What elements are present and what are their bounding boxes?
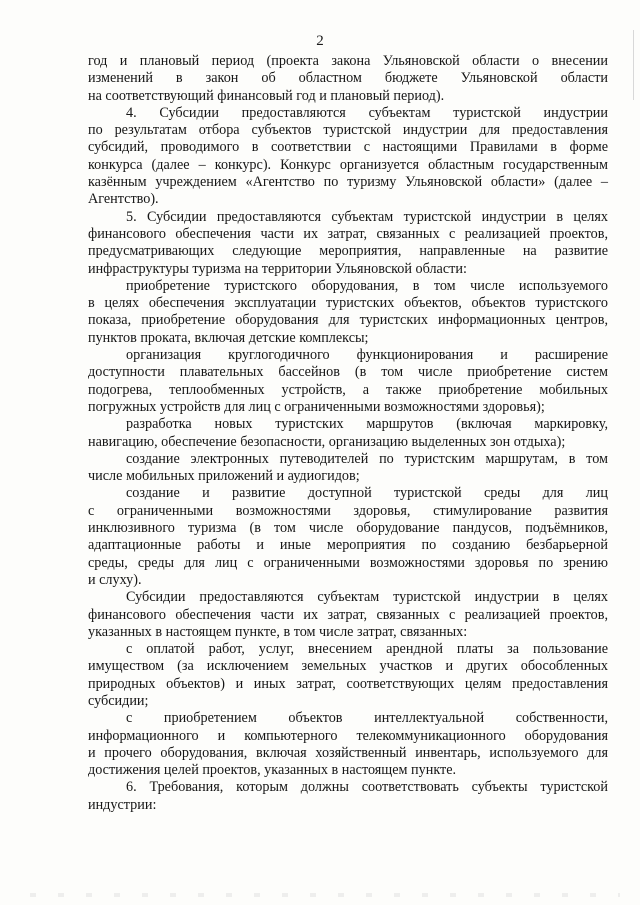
text-line: навигацию, обеспечение безопасности, организацию выделенных зон отдыха); xyxy=(88,433,566,450)
text-line: изменений в закон об областном бюджете Ульяновской области xyxy=(88,70,608,87)
text-line: подогрева, теплообменных устройств, а также приобретение мобильных xyxy=(88,381,608,398)
text-line: конкурса (далее – конкурс). Конкурс организуется областным государственным xyxy=(88,156,608,173)
text-line: создание и развитие доступной туристской среды для лиц xyxy=(126,485,608,502)
text-line: субсидии; xyxy=(88,692,149,709)
text-line: среды, среды для лиц с ограниченными возможностями здоровья по зрению xyxy=(88,554,608,571)
text-line: пунктов проката, включая детские комплексы; xyxy=(88,329,369,346)
text-line: 4. Субсидии предоставляются субъектам туристской индустрии xyxy=(126,104,608,121)
text-line: природных объектов) и иных затрат, соответствующих целям предоставления xyxy=(88,675,608,692)
text-line: с приобретением объектов интеллектуальной собственности, xyxy=(126,710,608,727)
text-line: имуществом (за исключением земельных участков и других обособленных xyxy=(88,658,608,675)
text-line: числе мобильных приложений и аудиогидов; xyxy=(88,468,360,485)
document-body xyxy=(88,53,608,814)
text-line: организация круглогодичного функционирования и расширение xyxy=(126,347,608,364)
text-line: указанных в настоящем пункте, в том числе затрат, связанных: xyxy=(88,623,468,640)
text-line: и прочего оборудования, включая хозяйственный инвентарь, используемого для xyxy=(88,744,608,761)
scan-artifact xyxy=(30,893,620,897)
text-line: предусматривающих следующие мероприятия, направленные на развитие xyxy=(88,243,608,260)
text-line: финансового обеспечения части их затрат, связанных с реализацией проектов, xyxy=(88,225,608,242)
text-line: на соответствующий финансовый год и плановый период). xyxy=(88,87,445,104)
text-line: с ограниченными возможностями здоровья, стимулирование развития xyxy=(88,502,608,519)
text-line: и слуху). xyxy=(88,571,142,588)
text-line: по результатам отбора субъектов туристской индустрии для предоставления xyxy=(88,122,608,139)
text-line: создание электронных путеводителей по туристским маршрутам, в том xyxy=(126,450,608,467)
text-line: разработка новых туристских маршрутов (включая маркировку, xyxy=(126,416,608,433)
text-line: 6. Требования, которым должны соответствовать субъекты туристской xyxy=(126,779,608,796)
text-line: индустрии: xyxy=(88,796,157,813)
text-line: в целях обеспечения эксплуатации туристских объектов, объектов туристского xyxy=(88,295,608,312)
text-line: с оплатой работ, услуг, внесением арендной платы за пользование xyxy=(126,641,608,658)
text-line: показа, приобретение оборудования для туристских информационных центров, xyxy=(88,312,608,329)
page-number: 2 xyxy=(316,33,324,49)
text-line: погружных устройств для лиц с ограниченными возможностями здоровья); xyxy=(88,398,545,415)
text-line: финансового обеспечения части их затрат, связанных с реализацией проектов, xyxy=(88,606,608,623)
text-line: 5. Субсидии предоставляются субъектам туристской индустрии в целях xyxy=(126,208,608,225)
text-line: год и плановый период (проекта закона Ульяновской области о внесении xyxy=(88,53,608,69)
text-line: приобретение туристского оборудования, в том числе используемого xyxy=(126,277,608,294)
text-line: достижения целей проектов, указанных в настоящем пункте. xyxy=(88,762,457,779)
text-line: субсидий, проводимого в соответствии с настоящими Правилами в форме xyxy=(88,139,608,156)
text-line: инфраструктуры туризма на территории Ульяновской области: xyxy=(88,260,467,277)
text-line: инклюзивного туризма (в том числе оборудование пандусов, подъёмников, xyxy=(88,520,608,537)
text-line: информационного и компьютерного телекоммуникационного оборудования xyxy=(88,727,608,744)
text-line: Агентство). xyxy=(88,191,159,208)
text-line: адаптационные работы и иные мероприятия по созданию безбарьерной xyxy=(88,537,608,554)
text-line: доступности плавательных бассейнов (в том числе приобретение систем xyxy=(88,364,608,381)
text-line: Субсидии предоставляются субъектам туристской индустрии в целях xyxy=(126,589,608,606)
text-line: казённым учреждением «Агентство по туризму Ульяновской области» (далее – xyxy=(88,174,608,191)
